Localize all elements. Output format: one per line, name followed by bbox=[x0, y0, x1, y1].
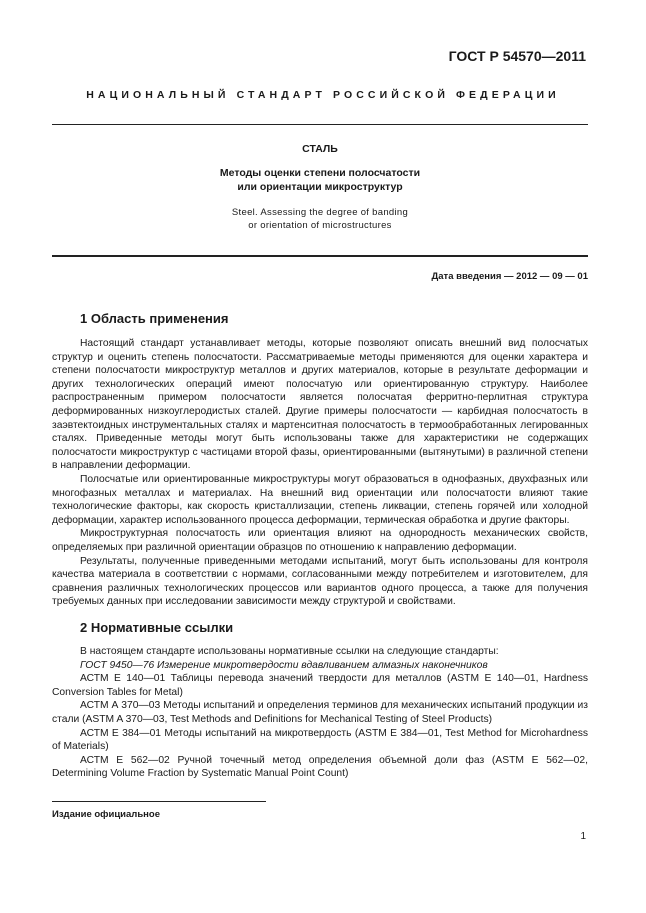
subtitle-en-line-2: or orientation of microstructures bbox=[248, 220, 392, 231]
normative-reference: АСТМ Е 562—02 Ручной точечный метод определения объемной доли фаз (ASTM E 562—02, Determining Volume Fraction by Systematic Manual Point Count) bbox=[52, 754, 588, 780]
edition-label: Издание официальное bbox=[52, 809, 160, 820]
section-1-body bbox=[52, 337, 588, 609]
section-1-paragraph: Результаты, полученные приведенными методами испытаний, могут быть использованы для контроля качества материала в соответствии с нормами, согласованными между потребителем и изготовителем, для сравнения различных технологических процессов или вариантов одного процесса, а также для получения требуемых данных при исследовании зависимости между структурой и свойствами. bbox=[52, 555, 588, 608]
subtitle-ru-line-2: или ориентации микроструктур bbox=[237, 181, 403, 193]
introduction-date: Дата введения — 2012 — 09 — 01 bbox=[431, 271, 588, 282]
national-standard-banner: НАЦИОНАЛЬНЫЙ СТАНДАРТ РОССИЙСКОЙ ФЕДЕРАЦИИ bbox=[86, 89, 560, 101]
section-2-body bbox=[52, 645, 588, 781]
document-subtitle-ru bbox=[52, 166, 588, 194]
section-1-paragraph: Микроструктурная полосчатость или ориентация влияют на однородность механических свойств, определяемых при различной ориентации образцов по отношению к направлению деформации. bbox=[52, 528, 588, 553]
normative-reference: ГОСТ 9450—76 Измерение микротвердости вдавливанием алмазных наконечников bbox=[80, 659, 488, 671]
normative-reference: АСТМ Е 384—01 Методы испытаний на микротвердость (ASTM E 384—01, Test Method for Microhardness of Materials) bbox=[52, 727, 588, 753]
title-divider bbox=[52, 255, 588, 257]
gost-code: ГОСТ Р 54570—2011 bbox=[448, 48, 586, 64]
section-1-paragraph: Настоящий стандарт устанавливает методы, которые позволяют описать внешний вид полосчатых структур и оценить степень полосчатости. Рассматриваемые методы применяются для оценки характера и степени полосчатости микроструктур металлов и других материалов, которые в результате деформации и других технологических операций имеют полосчатую или ориентированную структуру. Наиболее распространенным примером полосчатости является полосчатая ферритно-перлитная структура деформированных низкоуглеродистых сталей. Другие примеры полосчатости — карбидная полосчатость в заэвтектоидных инструментальных сталях и мартенситная полосчатость в термообработанных легированных сталях. Приведенные методы могут быть использованы также для характеристики не содержащих полосчатости микроструктур с частицами второй фазы, ориентированными (вытянутыми) в различной степени в направлении деформации. bbox=[52, 338, 588, 472]
footer-divider bbox=[52, 801, 266, 802]
section-2-heading: 2 Нормативные ссылки bbox=[80, 620, 234, 635]
subtitle-ru-line-1: Методы оценки степени полосчатости bbox=[219, 167, 421, 179]
normative-reference: АСТМ А 370—03 Методы испытаний и определения терминов для механических испытаний продукции из стали (ASTM A 370—03, Test Methods and Definitions for Mechanical Testing of Steel Products) bbox=[52, 700, 588, 725]
section-1-paragraph: Полосчатые или ориентированные микроструктуры могут образоваться в однофазных, двухфазных или многофазных металлах и материалах. На внешний вид ориентации или полосчатости влияют такие технологические факторы, как скорость кристаллизации, степень ликвации, степень горячей или холодной деформации, характер использованного процесса деформации, термическая обработка и другие факторы. bbox=[52, 473, 588, 526]
page-number: 1 bbox=[580, 831, 586, 842]
section-1-heading: 1 Область применения bbox=[80, 311, 229, 326]
header-divider bbox=[52, 124, 588, 125]
document-subtitle-en bbox=[52, 206, 588, 232]
document-title: СТАЛЬ bbox=[302, 143, 338, 155]
normative-reference: АСТМ Е 140—01 Таблицы перевода значений твердости для металлов (ASTM E 140—01, Hardness Conversion Tables for Metal) bbox=[52, 673, 588, 698]
section-2-intro: В настоящем стандарте использованы нормативные ссылки на следующие стандарты: bbox=[80, 646, 499, 657]
subtitle-en-line-1: Steel. Assessing the degree of banding bbox=[231, 207, 409, 218]
